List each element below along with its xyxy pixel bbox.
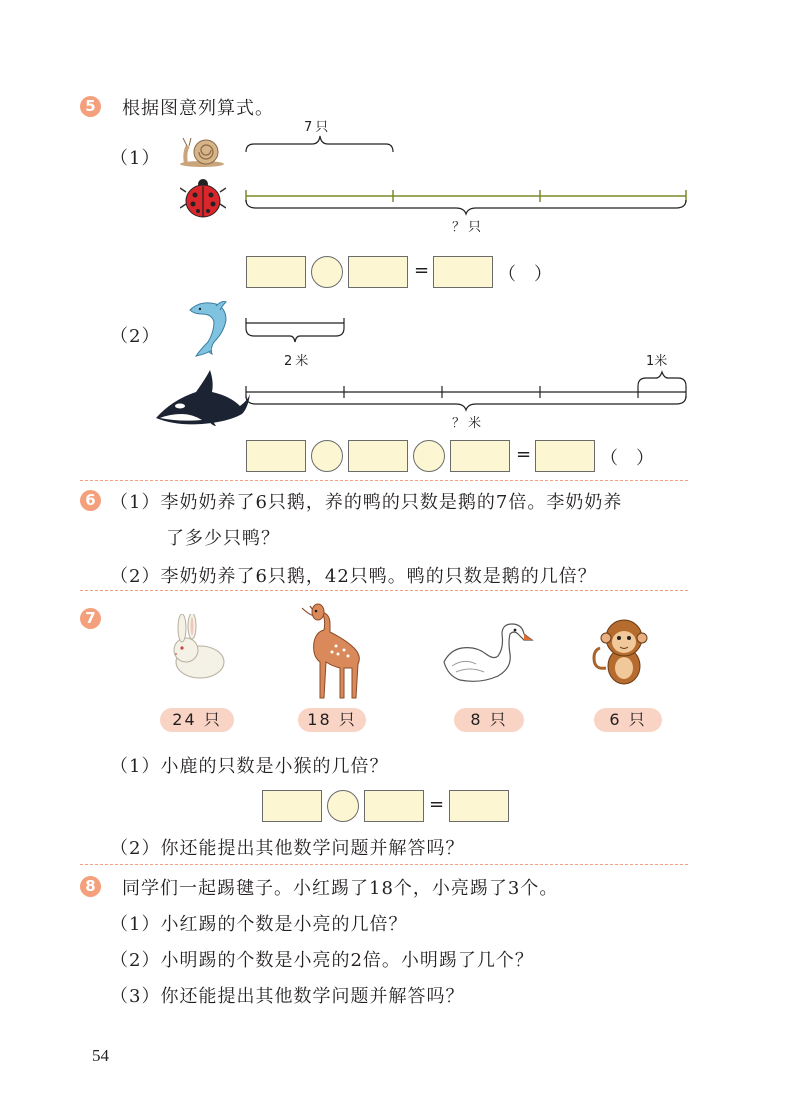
answer-box[interactable] <box>246 440 306 472</box>
answer-box[interactable] <box>449 790 509 822</box>
answer-box[interactable] <box>433 256 493 288</box>
q8-sub2: （2）小明踢的个数是小亮的2倍。小明踢了几个？ <box>110 950 534 971</box>
operator-circle[interactable] <box>413 440 445 472</box>
answer-box[interactable] <box>262 790 322 822</box>
answer-box[interactable] <box>450 440 510 472</box>
swan-icon <box>440 620 534 686</box>
operator-circle[interactable] <box>311 440 343 472</box>
answer-box[interactable] <box>348 440 408 472</box>
question-number-6: 6 <box>80 490 101 511</box>
q5-part1-top-label: 7只 <box>304 120 332 135</box>
page-number: 54 <box>92 1046 109 1065</box>
answer-box[interactable] <box>364 790 424 822</box>
operator-circle[interactable] <box>311 256 343 288</box>
question-number-8: 8 <box>80 876 101 897</box>
answer-box[interactable] <box>348 256 408 288</box>
q8-sub3: （3）你还能提出其他数学问题并解答吗？ <box>110 986 465 1007</box>
question-5-title: 根据图意列算式。 <box>122 98 274 119</box>
equals-sign: = <box>414 260 430 281</box>
equals-sign: = <box>429 794 445 815</box>
orca-icon <box>152 366 250 428</box>
dolphin-icon <box>186 298 236 360</box>
operator-circle[interactable] <box>327 790 359 822</box>
q5-part2-extra-label: 1米 <box>646 354 668 369</box>
q7-sub2: （2）你还能提出其他数学问题并解答吗？ <box>110 838 465 859</box>
q6-line1: （1）李奶奶养了6只鹅，养的鸭的只数是鹅的7倍。李奶奶养 <box>110 492 623 513</box>
q6-line2: 了多少只鸭？ <box>166 528 280 549</box>
question-number-7: 7 <box>80 608 101 629</box>
answer-box[interactable] <box>246 256 306 288</box>
animal-count-monkey: 6 只 <box>594 708 662 732</box>
equals-sign: = <box>516 444 532 465</box>
rabbit-icon <box>164 614 228 680</box>
q6-line3: （2）李奶奶养了6只鹅，42只鸭。鸭的只数是鹅的几倍？ <box>110 566 597 587</box>
monkey-icon <box>590 614 654 688</box>
unit-paren[interactable]: （ ） <box>600 448 654 469</box>
answer-box[interactable] <box>535 440 595 472</box>
animal-count-deer: 18 只 <box>298 708 366 732</box>
q5-part2-label: （2） <box>110 326 161 347</box>
divider <box>80 864 688 865</box>
q5-part1-bottom-label: ？只 <box>452 220 485 235</box>
deer-icon <box>296 602 370 702</box>
q7-sub1: （1）小鹿的只数是小猴的几倍？ <box>110 756 389 777</box>
q5-part2-bottom-label: ？米 <box>452 416 485 431</box>
q5-part1-label: （1） <box>110 148 161 169</box>
q8-sub1: （1）小红踢的个数是小亮的几倍？ <box>110 914 408 935</box>
q8-stem: 同学们一起踢毽子。小红踢了18个，小亮踢了3个。 <box>122 878 559 899</box>
divider <box>80 590 688 591</box>
animal-count-rabbit: 24 只 <box>160 708 234 732</box>
q5-part2-top-label: 2米 <box>284 354 312 369</box>
animal-count-swan: 8 只 <box>454 708 524 732</box>
divider <box>80 480 688 481</box>
question-number-5: 5 <box>80 96 101 117</box>
unit-paren[interactable]: （ ） <box>498 264 552 285</box>
